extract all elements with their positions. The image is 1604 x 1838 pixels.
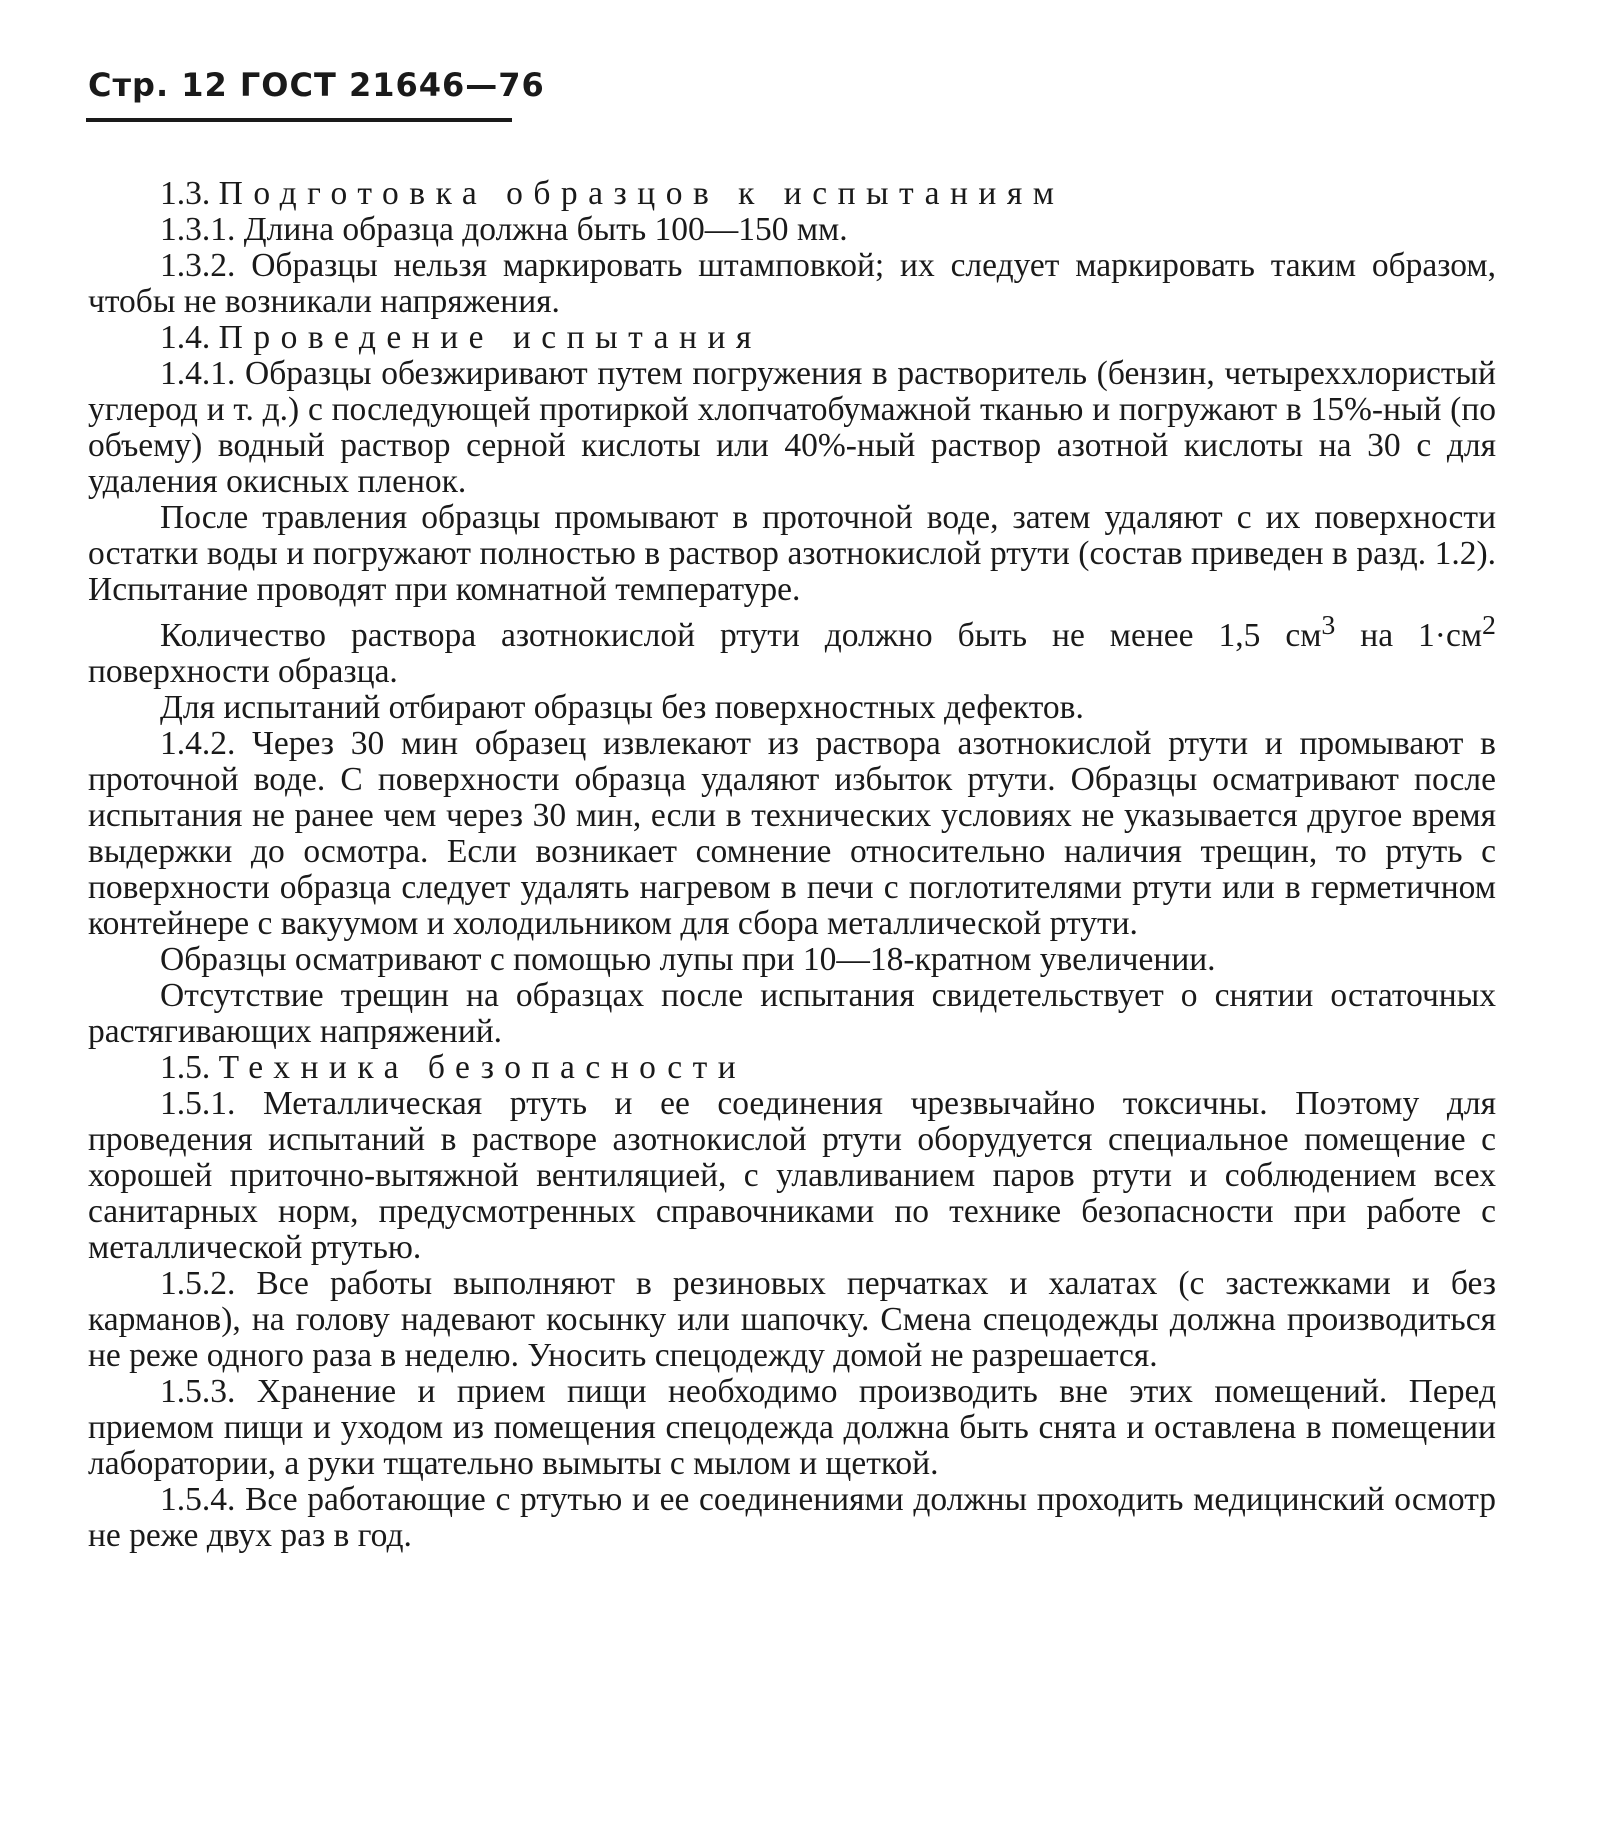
- section-heading-1-3: [88, 176, 1496, 212]
- section-heading-1-4: [88, 320, 1496, 356]
- paragraph-1-4-2-inspection: Образцы осматривают с помощью лупы при 10—18-кратном увеличении.: [160, 941, 1216, 979]
- section-number: 1.3.: [160, 175, 211, 212]
- document-body: [88, 176, 1496, 1554]
- paragraph-1-5-3: 1.5.3. Хранение и прием пищи необходимо производить вне этих помещений. Перед приемом пищи и уходом из помещения спецодежда должна быть снята и оставлена в помещении лаборатории, а руки тщательно вымыты с мылом и щеткой.: [88, 1373, 1496, 1483]
- paragraph-1-4-1-selection: Для испытаний отбирают образцы без поверхностных дефектов.: [160, 689, 1084, 727]
- section-title: Проведение испытания: [218, 319, 762, 356]
- paragraph-1-5-4: 1.5.4. Все работающие с ртутью и ее соединениями должны проходить медицинский осмотр не реже двух раз в год.: [88, 1481, 1496, 1555]
- paragraph-1-3-2: 1.3.2. Образцы нельзя маркировать штамповкой; их следует маркировать таким образом, чтобы не возникали напряжения.: [88, 247, 1496, 320]
- section-heading-1-5: [88, 1050, 1496, 1086]
- paragraph-1-4-1-etching: После травления образцы промывают в проточной воде, затем удаляют с их поверхности остатки воды и погружают полностью в раствор азотнокислой ртути (состав приведен в разд. 1.2). Испытание проводят при комнатной температуре.: [88, 499, 1496, 608]
- paragraph-1-4-2-result: Отсутствие трещин на образцах после испытания свидетельствует о снятии остаточных растягивающих напряжений.: [88, 977, 1496, 1051]
- section-title: Техника безопасности: [218, 1049, 747, 1087]
- page-header: Стр. 12 ГОСТ 21646—76: [88, 66, 545, 104]
- paragraph-1-4-1-quantity: Количество раствора азотнокислой ртути должно быть не менее 1,5 $см^3$ на $1\cdot см^2$ поверхности образца.: [88, 610, 1496, 691]
- paragraph-1-5-2: 1.5.2. Все работы выполняют в резиновых перчатках и халатах (с застежками и без карманов), на голову надевают косынку или шапочку. Смена спецодежды должна производиться не реже одного раза в неделю. Уносить спецодежду домой не разрешается.: [88, 1265, 1496, 1375]
- section-number: 1.4.: [160, 319, 211, 356]
- section-title: Подготовка образцов к испытаниям: [218, 175, 1065, 212]
- paragraph-1-5-1: 1.5.1. Металлическая ртуть и ее соединения чрезвычайно токсичны. Поэтому для проведения испытаний в растворе азотнокислой ртути оборудуется специальное помещение с хорошей приточно-вытяжной вентиляцией, с улавливанием паров ртути и соблюдением всех санитарных норм, предусмотренных справочниками по технике безопасности при работе с металлической ртутью.: [88, 1085, 1496, 1267]
- header-rule: [86, 118, 512, 122]
- paragraph-1-4-2: 1.4.2. Через 30 мин образец извлекают из раствора азотнокислой ртути и промывают в проточной воде. С поверхности образца удаляют избыток ртути. Образцы осматривают после испытания не ранее чем через 30 мин, если в технических условиях не указывается другое время выдержки до осмотра. Если возникает сомнение относительно наличия трещин, то ртуть с поверхности образца следует удалять нагревом в печи с поглотителями ртути или в герметичном контейнере с вакуумом и холодильником для сбора металлической ртути.: [88, 725, 1496, 943]
- paragraph-1-3-1: 1.3.1. Длина образца должна быть 100—150 мм.: [160, 211, 848, 248]
- paragraph-1-4-1: 1.4.1. Образцы обезжиривают путем погружения в растворитель (бензин, четыреххлористый углерод и т. д.) с последующей протиркой хлопчатобумажной тканью и погружают в 15%-ный (по объему) водный раствор серной кислоты или 40%-ный раствор азотной кислоты на 30 с для удаления окисных пленок.: [88, 355, 1496, 500]
- section-number: 1.5.: [160, 1049, 211, 1087]
